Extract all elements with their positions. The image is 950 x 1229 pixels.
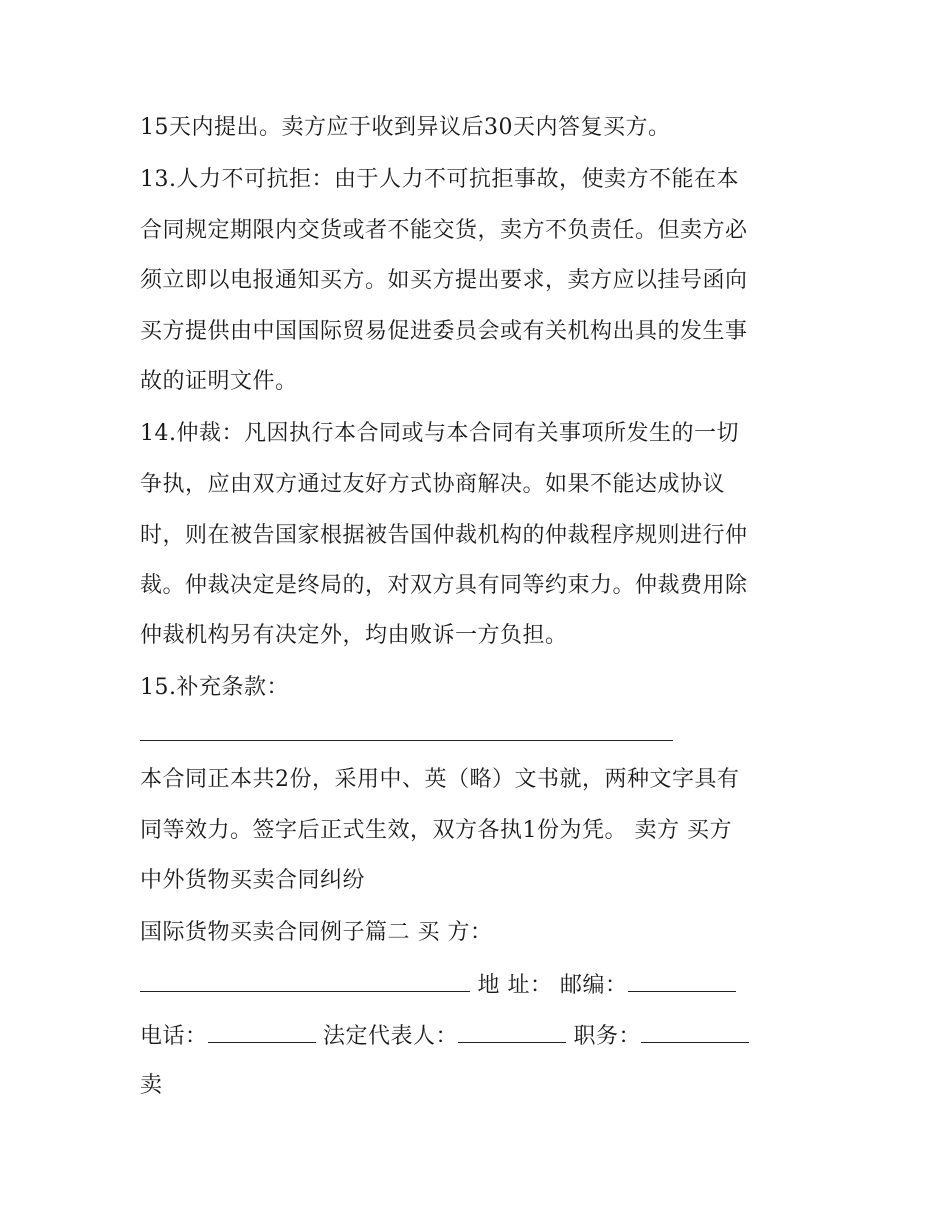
clause-13-heading: 13.人力不可抗拒：由于人力不可抗拒事故，使卖方不能在本: [140, 167, 739, 192]
contact-line: [140, 1020, 749, 1052]
rep-label: 法定代表人：: [323, 1024, 459, 1049]
text-line: 须立即以电报通知买方。如买方提出要求，卖方应以挂号函向: [140, 268, 748, 293]
text-line: 本合同正本共2份，采用中、英（略）文书就，两种文字具有: [140, 767, 740, 792]
phone-blank: [208, 1020, 316, 1043]
text-line: 裁。仲裁决定是终局的，对双方具有同等约束力。仲裁费用除: [140, 573, 748, 598]
text-line: 故的证明文件。: [140, 369, 298, 394]
position-blank: [641, 1020, 749, 1043]
postcode-blank: [628, 969, 736, 992]
buyer-name-blank: [140, 969, 470, 992]
text-line: 争执，应由双方通过友好方式协商解决。如果不能达成协议: [140, 472, 726, 497]
text-line: 时，则在被告国家根据被告国仲裁机构的仲裁程序规则进行仲: [140, 523, 748, 548]
postcode-label: 邮编：: [560, 973, 628, 998]
clause-15-heading: 15.补充条款：: [140, 675, 289, 700]
text-line: 同等效力。签字后正式生效，双方各执1份为凭。 卖方 买方: [140, 818, 732, 843]
rep-blank: [458, 1020, 566, 1043]
blank-fill-line: [140, 740, 673, 741]
phone-label: 电话：: [140, 1024, 208, 1049]
text-line: 买方提供由中国国际贸易促进委员会或有关机构出具的发生事: [140, 319, 748, 344]
section-title: 国际货物买卖合同例子篇二 买 方：: [140, 920, 493, 945]
text-line: 合同规定期限内交货或者不能交货，卖方不负责任。但卖方必: [140, 218, 748, 243]
text-line: 中外货物买卖合同纠纷: [140, 868, 366, 893]
text-line: 仲裁机构另有决定外，均由败诉一方负担。: [140, 623, 568, 648]
address-line: [140, 969, 736, 1001]
text-line: 卖: [140, 1073, 163, 1098]
position-label: 职务：: [573, 1024, 642, 1049]
address-label: 地 址：: [477, 973, 553, 998]
clause-14-heading: 14.仲裁：凡因执行本合同或与本合同有关事项所发生的一切: [140, 421, 739, 446]
text-line: 15天内提出。卖方应于收到异议后30天内答复买方。: [140, 115, 671, 140]
